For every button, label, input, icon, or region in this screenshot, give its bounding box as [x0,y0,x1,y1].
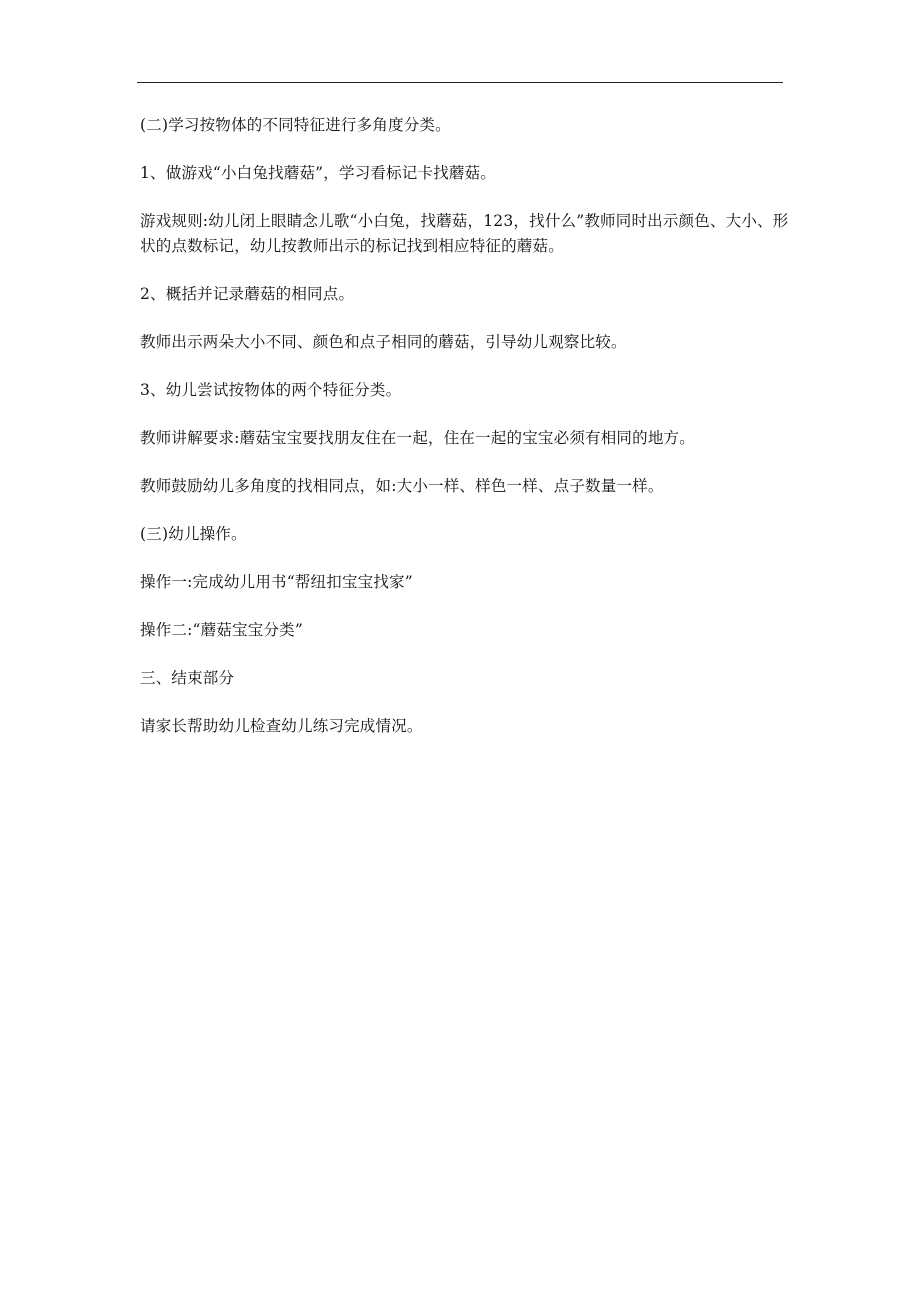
ending-heading: 三、结束部分 [140,669,235,687]
step-1-heading: 1、做游戏“小白兔找蘑菇”，学习看标记卡找蘑菇。 [140,164,497,182]
step-3-heading: 3、幼儿尝试按物体的两个特征分类。 [140,381,402,399]
step-2-heading: 2、概括并记录蘑菇的相同点。 [140,285,355,303]
section-heading-2: (二)学习按物体的不同特征进行多角度分类。 [140,116,451,134]
teacher-encourage-paragraph: 教师鼓励幼儿多角度的找相同点，如:大小一样、样色一样、点子数量一样。 [140,477,664,495]
document-body [140,113,790,739]
teacher-demo-paragraph: 教师出示两朵大小不同、颜色和点子相同的蘑菇，引导幼儿观察比较。 [140,333,627,351]
ending-paragraph: 请家长帮助幼儿检查幼儿练习完成情况。 [140,717,423,735]
operation-1: 操作一:完成幼儿用书“帮纽扣宝宝找家” [140,573,413,591]
game-rules-paragraph: 游戏规则:幼儿闭上眼睛念儿歌“小白兔，找蘑菇，123，找什么”教师同时出示颜色、大小、形状的点数标记，幼儿按教师出示的标记找到相应特征的蘑菇。 [140,212,789,255]
section-heading-3: (三)幼儿操作。 [140,525,247,543]
operation-2: 操作二:“蘑菇宝宝分类” [140,621,303,639]
teacher-explain-paragraph: 教师讲解要求:蘑菇宝宝要找朋友住在一起，住在一起的宝宝必须有相同的地方。 [140,429,695,447]
header-rule [137,82,783,83]
